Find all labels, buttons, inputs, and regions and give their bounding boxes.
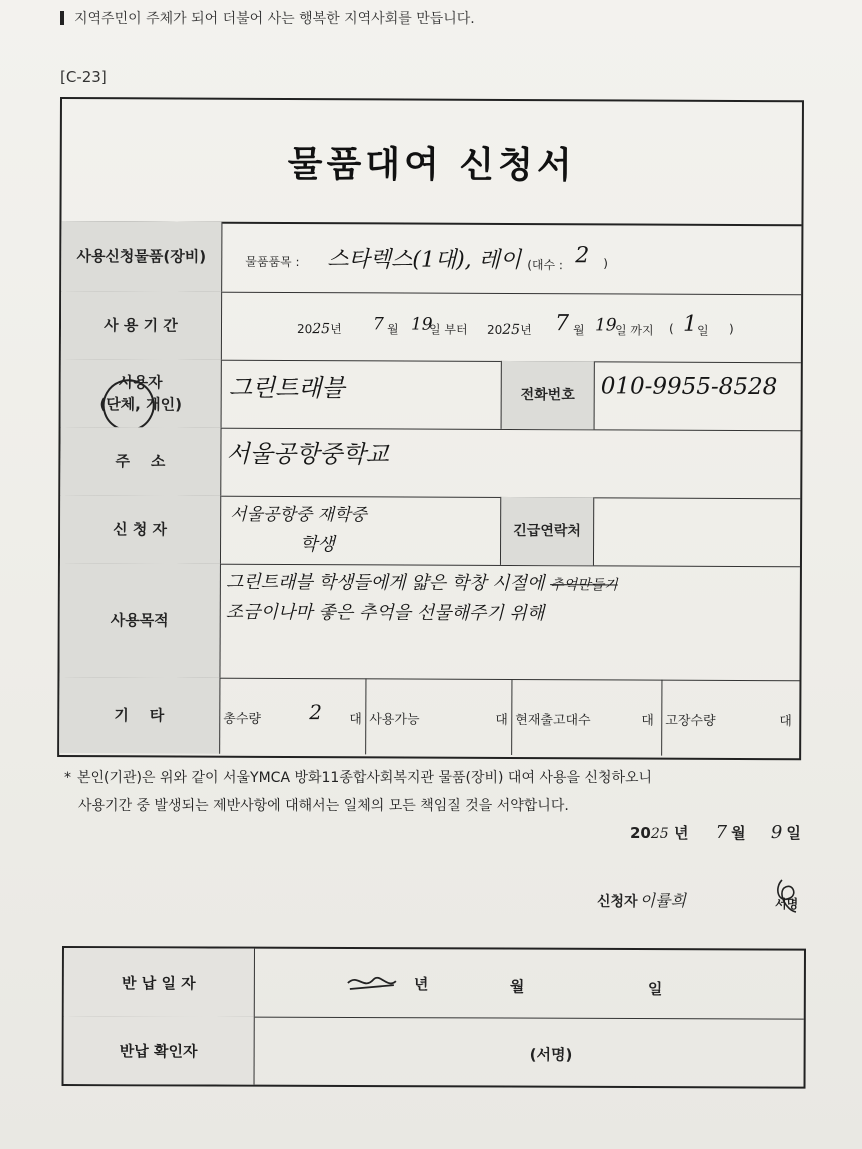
applicant-value-line1[interactable]: 서울공항중 재학중 xyxy=(230,504,368,526)
notice: * 본인(기관)은 위와 같이 서울YMCA 방화11종합사회복지관 물품(장비) 대여 사용을 신청하오니 사용기간 중 발생되는 제반사항에 대해서는 일체의 모든 책임질 것을 서약합니다. xyxy=(64,770,653,814)
period-label: 사 용 기 간 xyxy=(61,291,222,360)
applicant-signature-line: 신청자 이률희 xyxy=(597,891,686,910)
rental-form xyxy=(57,97,804,760)
period-row: 사 용 기 간 2025년 7 월 19 일 부터 2025년 7 월 19 일 까지 ( 1 일 ) xyxy=(61,291,801,363)
total-value[interactable]: 2 xyxy=(309,700,323,725)
end-year[interactable]: 25 xyxy=(502,321,521,339)
return-confirm-label: 반납 확인자 xyxy=(64,1016,255,1085)
user-label: 사용자 (단체, 개인) xyxy=(61,359,222,428)
return-table xyxy=(62,946,806,1089)
purpose-struck-text: 추억만들기 xyxy=(550,577,618,594)
item-prefix: 물품품목 : xyxy=(245,254,300,270)
broken-label: 고장수량 xyxy=(665,713,716,729)
return-date-row: 반 납 일 자 년 월 일 xyxy=(64,948,804,1020)
applicant-value-line2[interactable]: 학생 xyxy=(300,534,335,556)
bullet-mark xyxy=(60,11,64,25)
user-value[interactable]: 그린트래블 xyxy=(228,373,345,403)
seal-label: 서명 xyxy=(775,897,799,911)
item-label: 사용신청물품(장비) xyxy=(61,221,222,292)
form-title: 물품대여 신청서 xyxy=(61,99,802,226)
outgoing-label: 현재출고대수 xyxy=(515,712,591,729)
address-value[interactable]: 서울공항중학교 xyxy=(226,439,389,469)
applicant-label: 신 청 자 xyxy=(60,495,221,564)
user-row xyxy=(61,359,801,431)
start-month[interactable]: 7 xyxy=(372,314,384,335)
divider xyxy=(511,679,512,755)
purpose-label: 사용목적 xyxy=(59,563,220,678)
phone-label: 전화번호 xyxy=(501,361,595,429)
return-date-label: 반 납 일 자 xyxy=(64,948,255,1017)
return-sign-placeholder[interactable]: (서명) xyxy=(529,1045,573,1064)
item-row xyxy=(61,221,801,295)
divider xyxy=(661,680,662,756)
header-note: 지역주민이 주체가 되어 더불어 사는 행복한 지역사회를 만듭니다. xyxy=(60,8,475,28)
applicant-row xyxy=(60,495,800,567)
return-confirm-row xyxy=(64,1016,804,1087)
item-value[interactable]: 스타렉스(1대), 레이 xyxy=(327,247,522,274)
available-label: 사용가능 xyxy=(369,712,420,728)
count-suffix: ) xyxy=(603,256,608,271)
days-value[interactable]: 1 xyxy=(682,311,698,337)
end-day[interactable]: 19 xyxy=(594,315,617,336)
application-date: 2025 년 7 월 9 일 xyxy=(630,822,801,843)
count-prefix: (대수 : xyxy=(527,258,564,273)
divider xyxy=(365,678,366,754)
start-day[interactable]: 19 xyxy=(410,314,433,335)
purpose-line1[interactable]: 그린트래블 학생들에게 얇은 학창 시절에 xyxy=(225,571,545,595)
purpose-row xyxy=(59,563,799,681)
applicant-name[interactable]: 이률희 xyxy=(639,891,686,910)
start-year[interactable]: 25 xyxy=(312,321,331,338)
total-label: 총수량 xyxy=(223,711,262,727)
scribble-icon xyxy=(344,969,400,995)
phone-value[interactable]: 010-9955-8528 xyxy=(600,373,778,401)
address-label: 주 소 xyxy=(60,427,221,496)
purpose-line2[interactable]: 조금이나마 좋은 추억을 선물해주기 위해 xyxy=(225,601,545,625)
count-value[interactable]: 2 xyxy=(575,243,590,269)
misc-label: 기 타 xyxy=(59,677,220,754)
emergency-label: 긴급연락처 xyxy=(500,497,594,565)
misc-row: 기 타 총수량 2 대 사용가능 대 현재출고대수 대 고장수량 대 xyxy=(59,677,799,756)
address-row xyxy=(60,427,800,499)
end-month[interactable]: 7 xyxy=(554,311,570,337)
document-code: [C-23] xyxy=(60,68,107,86)
